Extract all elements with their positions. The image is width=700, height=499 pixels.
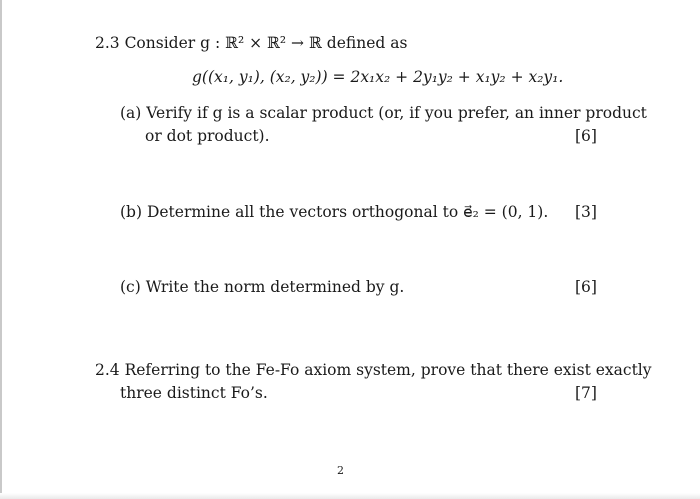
problem-2-4-line-1: 2.4 Referring to the Fe-Fo axiom system, prove that there exist exactly: [95, 361, 652, 379]
page-left-edge: [0, 0, 2, 499]
problem-2-4-marks: [7]: [575, 384, 597, 402]
part-b-text: (b) Determine all the vectors orthogonal to e⃗₂ = (0, 1).: [120, 203, 549, 221]
part-b-marks: [3]: [575, 203, 597, 221]
part-a-marks: [6]: [575, 127, 597, 145]
part-c-marks: [6]: [575, 278, 597, 296]
problem-2-3-intro: 2.3 Consider g : ℝ² × ℝ² → ℝ defined as: [95, 34, 408, 52]
problem-2-3-formula: g((x₁, y₁), (x₂, y₂)) = 2x₁x₂ + 2y₁y₂ + x₁y₂ + x₂y₁.: [192, 68, 564, 86]
page-bottom-shade: [0, 493, 700, 499]
problem-2-4-line-2: three distinct Fo’s.: [120, 384, 268, 402]
page-number: 2: [337, 464, 344, 477]
part-a-line-1: (a) Verify if g is a scalar product (or, if you prefer, an inner product: [120, 104, 647, 122]
part-a-line-2: or dot product).: [145, 127, 270, 145]
part-c-text: (c) Write the norm determined by g.: [120, 278, 405, 296]
